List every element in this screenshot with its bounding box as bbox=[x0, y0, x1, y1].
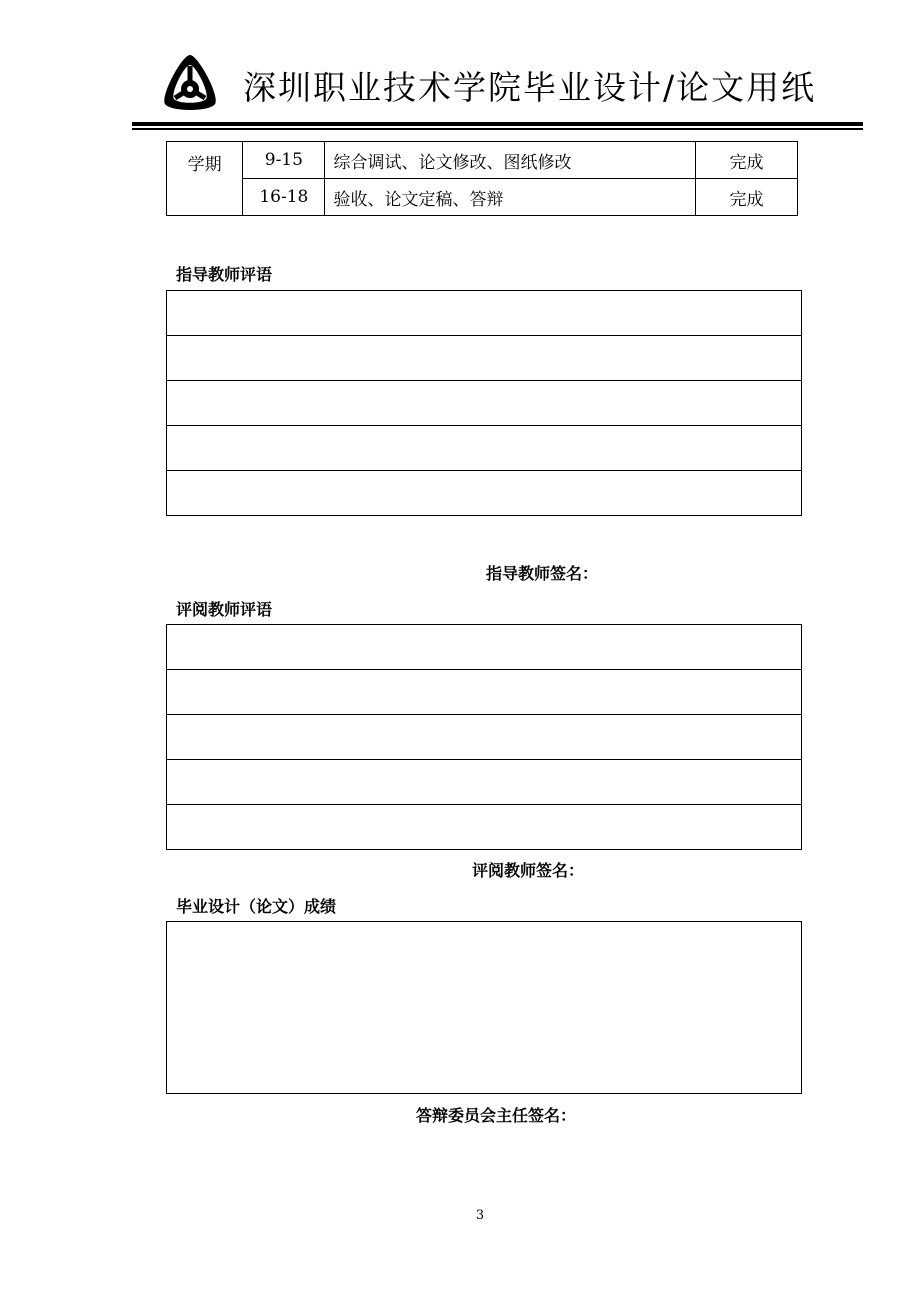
comment-line[interactable] bbox=[167, 805, 801, 849]
comment-line[interactable] bbox=[167, 381, 801, 426]
chair-signature-label: 答辩委员会主任签名： bbox=[416, 1106, 577, 1125]
header-rule-thick bbox=[132, 122, 863, 126]
task-cell: 综合调试、论文修改、图纸修改 bbox=[325, 142, 696, 179]
schedule-table bbox=[166, 141, 798, 216]
comment-line[interactable] bbox=[167, 715, 801, 760]
comment-line[interactable] bbox=[167, 291, 801, 336]
reviewer-signature-label: 评阅教师签名： bbox=[472, 861, 585, 880]
comment-line[interactable] bbox=[167, 471, 801, 515]
comment-line[interactable] bbox=[167, 426, 801, 471]
reviewer-comments-box[interactable] bbox=[166, 624, 802, 850]
school-emblem-icon bbox=[158, 52, 222, 116]
task-cell: 验收、论文定稿、答辩 bbox=[325, 179, 696, 216]
comment-line[interactable] bbox=[167, 336, 801, 381]
status-cell: 完成 bbox=[696, 179, 798, 216]
weeks-cell: 16-18 bbox=[243, 179, 325, 216]
weeks-cell: 9-15 bbox=[243, 142, 325, 179]
status-cell: 完成 bbox=[696, 142, 798, 179]
table-row bbox=[167, 179, 798, 216]
header-rule-thin bbox=[132, 128, 863, 130]
comment-line[interactable] bbox=[167, 760, 801, 805]
table-row bbox=[167, 142, 798, 179]
header-title: 深圳职业技术学院毕业设计/论文用纸 bbox=[243, 68, 817, 107]
reviewer-comments-label: 评阅教师评语 bbox=[176, 600, 273, 619]
term-cell: 学期 bbox=[167, 142, 243, 216]
page-number: 3 bbox=[475, 1208, 485, 1223]
grade-label: 毕业设计（论文）成绩 bbox=[176, 897, 337, 916]
advisor-comments-box[interactable] bbox=[166, 290, 802, 516]
grade-box[interactable] bbox=[166, 921, 802, 1094]
advisor-comments-label: 指导教师评语 bbox=[176, 265, 273, 284]
comment-line[interactable] bbox=[167, 670, 801, 715]
advisor-signature-label: 指导教师签名： bbox=[486, 564, 599, 583]
comment-line[interactable] bbox=[167, 625, 801, 670]
